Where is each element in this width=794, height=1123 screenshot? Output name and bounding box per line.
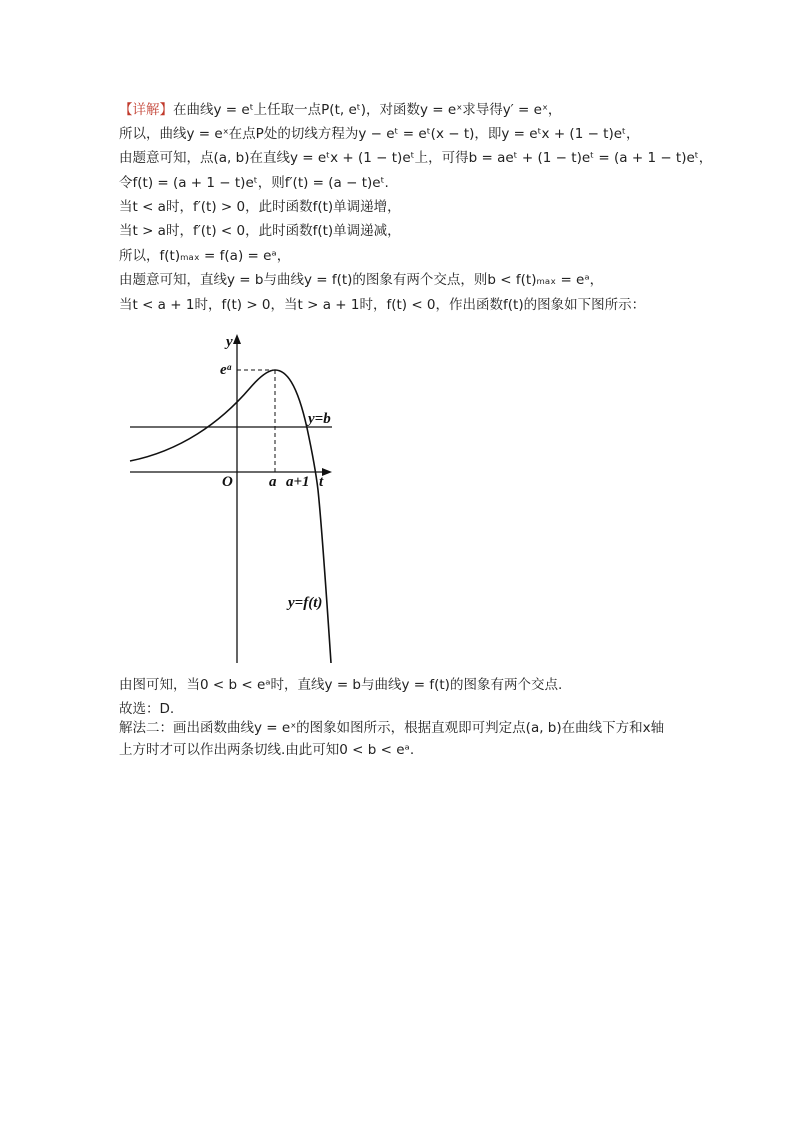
text-line-11: 故选：D. [119, 701, 175, 717]
function-graph [120, 328, 350, 668]
text-line-2: 所以，曲线y = eˣ在点P处的切线方程为y − eᵗ = eᵗ(x − t)，即y = eᵗx + (1 − t)eᵗ， [119, 126, 640, 142]
text-line-8: 由题意可知，直线y = b与曲线y = f(t)的图象有两个交点，则b < f(t)ₘₐₓ = eᵃ， [119, 272, 604, 288]
text-line-7: 所以，f(t)ₘₐₓ = f(a) = eᵃ， [119, 248, 291, 264]
text-line-4: 令f(t) = (a + 1 − t)eᵗ，则f′(t) = (a − t)eᵗ. [119, 175, 389, 191]
text-line-5: 当t < a时，f′(t) > 0，此时函数f(t)单调递增， [119, 199, 401, 215]
origin-label: O [222, 474, 233, 490]
line-y-b-label: y=b [308, 411, 331, 427]
tick-a-plus-1-label: a+1 [286, 474, 310, 490]
x-axis-label: t [319, 474, 324, 490]
text-line-10: 由图可知，当0 < b < eᵃ时，直线y = b与曲线y = f(t)的图象有两个交点. [119, 677, 563, 693]
y-axis-arrow [233, 334, 241, 344]
curve-label: y=f(t) [288, 595, 323, 611]
text-line-13: 上方时才可以作出两条切线.由此可知0 < b < eᵃ. [119, 742, 415, 758]
tick-a-label: a [269, 474, 277, 490]
text-line-6: 当t > a时，f′(t) < 0，此时函数f(t)单调递减， [119, 223, 401, 239]
x-axis-arrow [322, 468, 332, 476]
text-line-12: 解法二：画出函数曲线y = eˣ的图象如图所示，根据直观即可判定点(a, b)在曲线下方和x轴 [119, 720, 665, 736]
peak-value-label: eᵃ [220, 362, 232, 378]
curve-f-t [130, 370, 331, 663]
detail-tag: 【详解】 [119, 102, 173, 118]
line-text: 在曲线y = eᵗ上任取一点P(t, eᵗ)，对函数y = eˣ求导得y′ = eˣ， [173, 102, 562, 118]
text-line-9: 当t < a + 1时，f(t) > 0，当t > a + 1时，f(t) < 0，作出函数f(t)的图象如下图所示： [119, 297, 646, 313]
text-line-3: 由题意可知，点(a, b)在直线y = eᵗx + (1 − t)eᵗ上，可得b = aeᵗ + (1 − t)eᵗ = (a + 1 − t)eᵗ， [119, 150, 713, 166]
text-line-1 [119, 101, 561, 119]
y-axis-label: y [226, 334, 233, 350]
